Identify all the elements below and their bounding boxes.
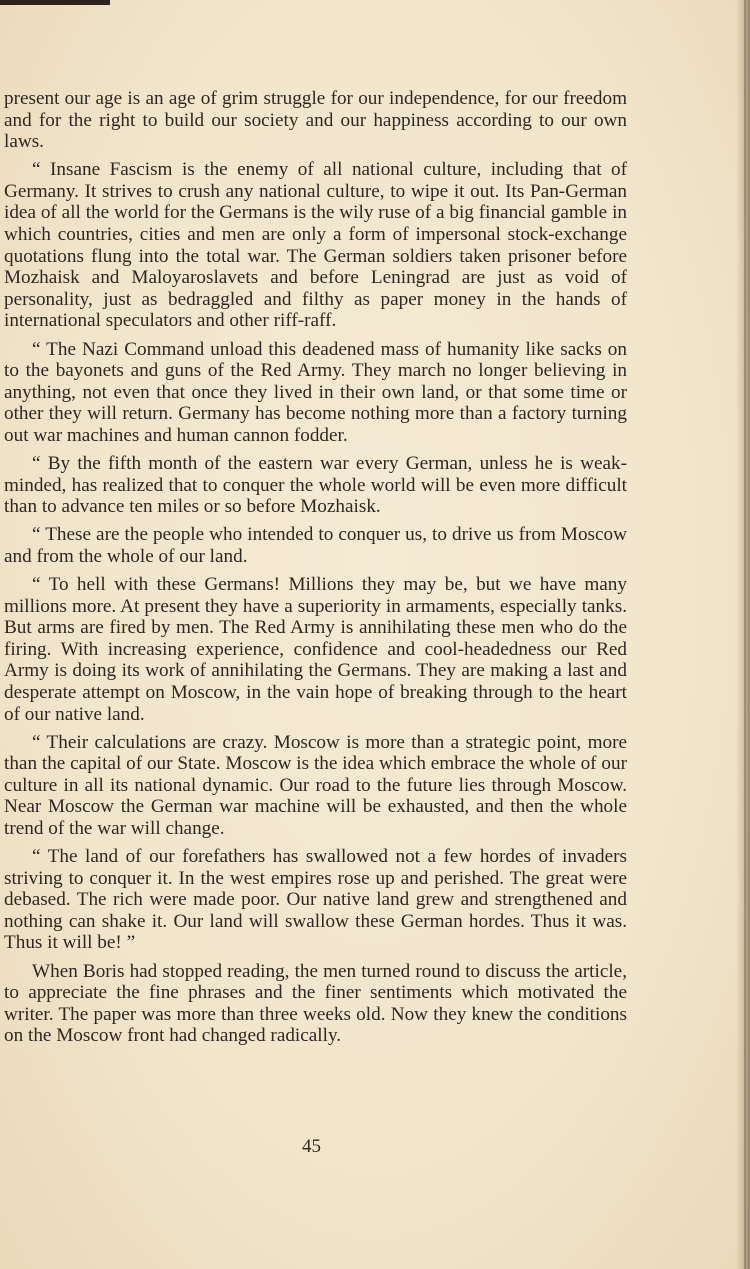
paragraph: “ By the fifth month of the eastern war every German, unless he is weak-minded, has realized that to conquer the whole world will be even more difficult than to advance ten miles or so before Mozhaisk. (4, 453, 627, 518)
paragraph: “ Their calculations are crazy. Moscow is more than a strategic point, more than the capital of our State. Moscow is the idea which embrace the whole of our culture in all its national dynamic. Our road to the future lies through Moscow. Near Moscow the German war machine will be exhausted, and then the whole trend of the war will change. (4, 731, 627, 839)
paragraph: “ These are the people who intended to conquer us, to drive us from Moscow and from the whole of our land. (4, 524, 627, 567)
paragraph: “ The land of our forefathers has swallowed not a few hordes of invaders striving to conquer it. In the west empires rose up and perished. The great were debased. The rich were made poor. Our native land grew and strengthened and nothing can shake it. Our land will swallow these German hordes. Thus it was. Thus it will be! ” (4, 846, 627, 954)
page-top-edge (0, 0, 110, 5)
paragraph: When Boris had stopped reading, the men turned round to discuss the article, to appreciate the fine phrases and the finer sentiments which motivated the writer. The paper was more than three weeks old. Now they knew the conditions on the Moscow front had changed radically. (4, 960, 627, 1047)
page-gutter-shadow (736, 0, 750, 1269)
page-number: 45 (302, 1136, 321, 1157)
paragraph: “ Insane Fascism is the enemy of all national culture, including that of Germany. It strives to crush any national culture, to wipe it out. Its Pan-German idea of all the world for the Germans is the wily ruse of a big financial gamble in which countries, cities and men are only a form of impersonal stock-exchange quotations flung into the total war. The German soldiers taken prisoner before Mozhaisk and Maloyaroslavets and before Leningrad are just as void of personality, just as bedraggled and filthy as paper money in the hands of international speculators and other riff-raff. (4, 159, 627, 332)
body-text (4, 88, 627, 1053)
paragraph: “ The Nazi Command unload this deadened mass of humanity like sacks on to the bayonets and guns of the Red Army. They march no longer believing in anything, not even that once they lived in their own land, or that some time or other they will return. Germany has become nothing more than a factory turning out war machines and human cannon fodder. (4, 338, 627, 446)
paragraph: “ To hell with these Germans! Millions they may be, but we have many millions more. At present they have a superiority in armaments, especially tanks. But arms are fired by men. The Red Army is annihilating these men who do the firing. With increasing experience, confidence and cool-headedness our Red Army is doing its work of annihilating the Germans. They are making a last and desperate attempt on Moscow, in the vain hope of breaking through to the heart of our native land. (4, 573, 627, 725)
paragraph: present our age is an age of grim struggle for our independence, for our freedom and for the right to build our society and our happiness according to our own laws. (4, 88, 627, 153)
page-spine-line (744, 0, 746, 1269)
